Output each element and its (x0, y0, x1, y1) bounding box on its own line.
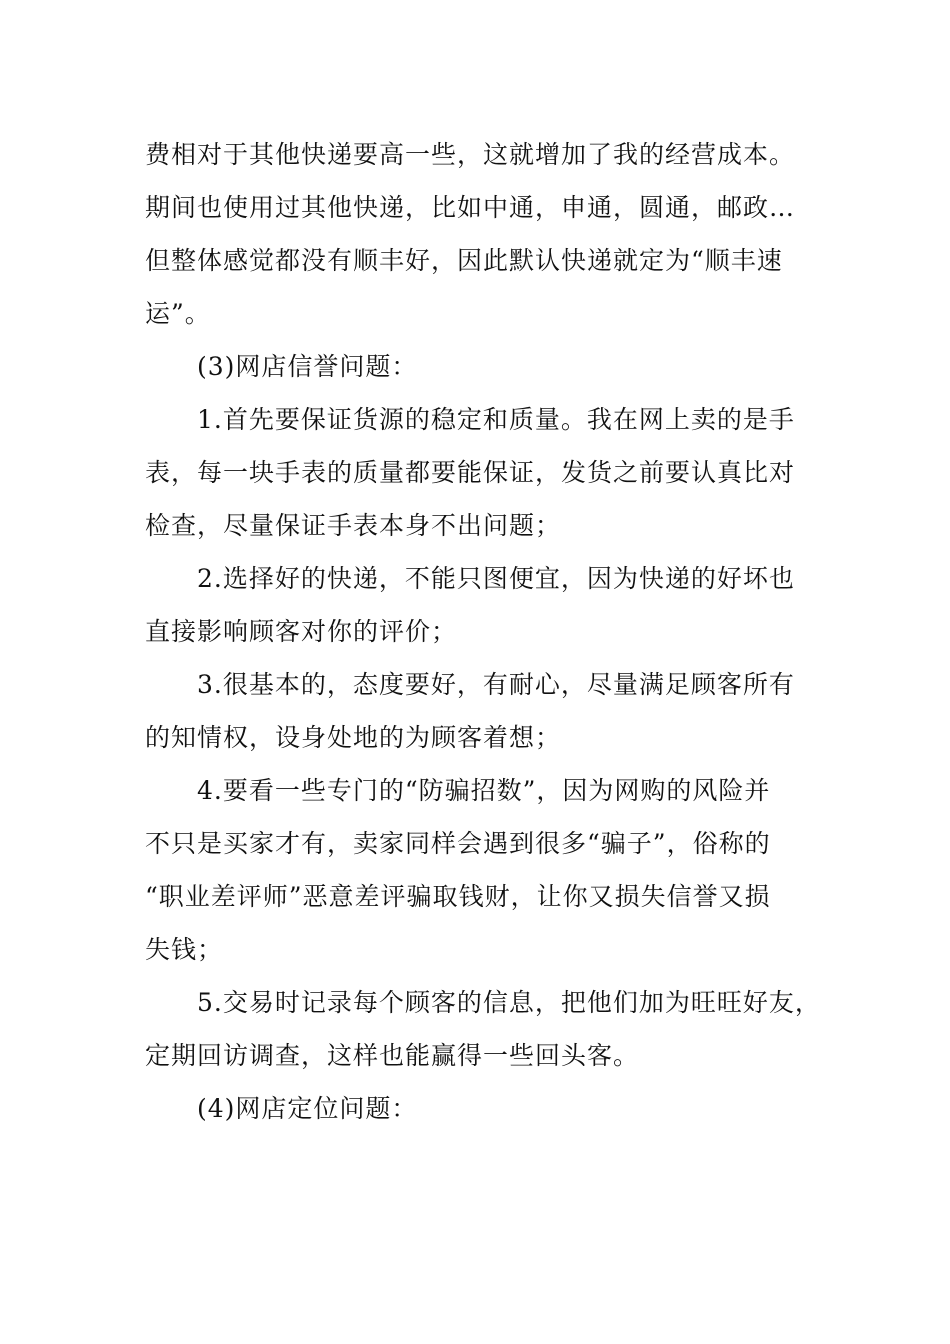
document-body (145, 128, 821, 1135)
text-line: 4.要看一些专门的“防骗招数”，因为网购的风险并 (197, 776, 771, 805)
text-line: 定期回访调查，这样也能赢得一些回头客。 (145, 1041, 640, 1070)
section-heading: (4)网店定位问题： (197, 1094, 418, 1123)
text-line: 的知情权，设身处地的为顾客着想； (145, 723, 562, 752)
text-line: 表，每一块手表的质量都要能保证，发货之前要认真比对 (145, 458, 796, 487)
text-line: 5.交易时记录每个顾客的信息，把他们加为旺旺好友， (197, 988, 821, 1017)
text-line: 失钱； (145, 935, 224, 964)
text-line: 不只是买家才有，卖家同样会遇到很多“骗子”，俗称的 (145, 829, 771, 858)
text-line: 检查，尽量保证手表本身不出问题； (145, 511, 562, 540)
text-line: 直接影响顾客对你的评价； (145, 617, 458, 646)
section-heading: (3)网店信誉问题： (197, 352, 418, 381)
text-line: 但整体感觉都没有顺丰好，因此默认快递就定为“顺丰速 (145, 246, 783, 275)
text-line: 2.选择好的快递，不能只图便宜，因为快递的好坏也 (197, 564, 795, 593)
text-line: “职业差评师”恶意差评骗取钱财，让你又损失信誉又损 (145, 882, 771, 911)
text-line: 3.很基本的，态度要好，有耐心，尽量满足顾客所有 (197, 670, 795, 699)
text-line: 期间也使用过其他快递，比如中通，申通，圆通，邮政… (145, 193, 796, 222)
text-line: 运”。 (145, 299, 211, 328)
text-line: 1.首先要保证货源的稳定和质量。我在网上卖的是手 (197, 405, 795, 434)
text-line: 费相对于其他快递要高一些，这就增加了我的经营成本。 (145, 140, 796, 169)
